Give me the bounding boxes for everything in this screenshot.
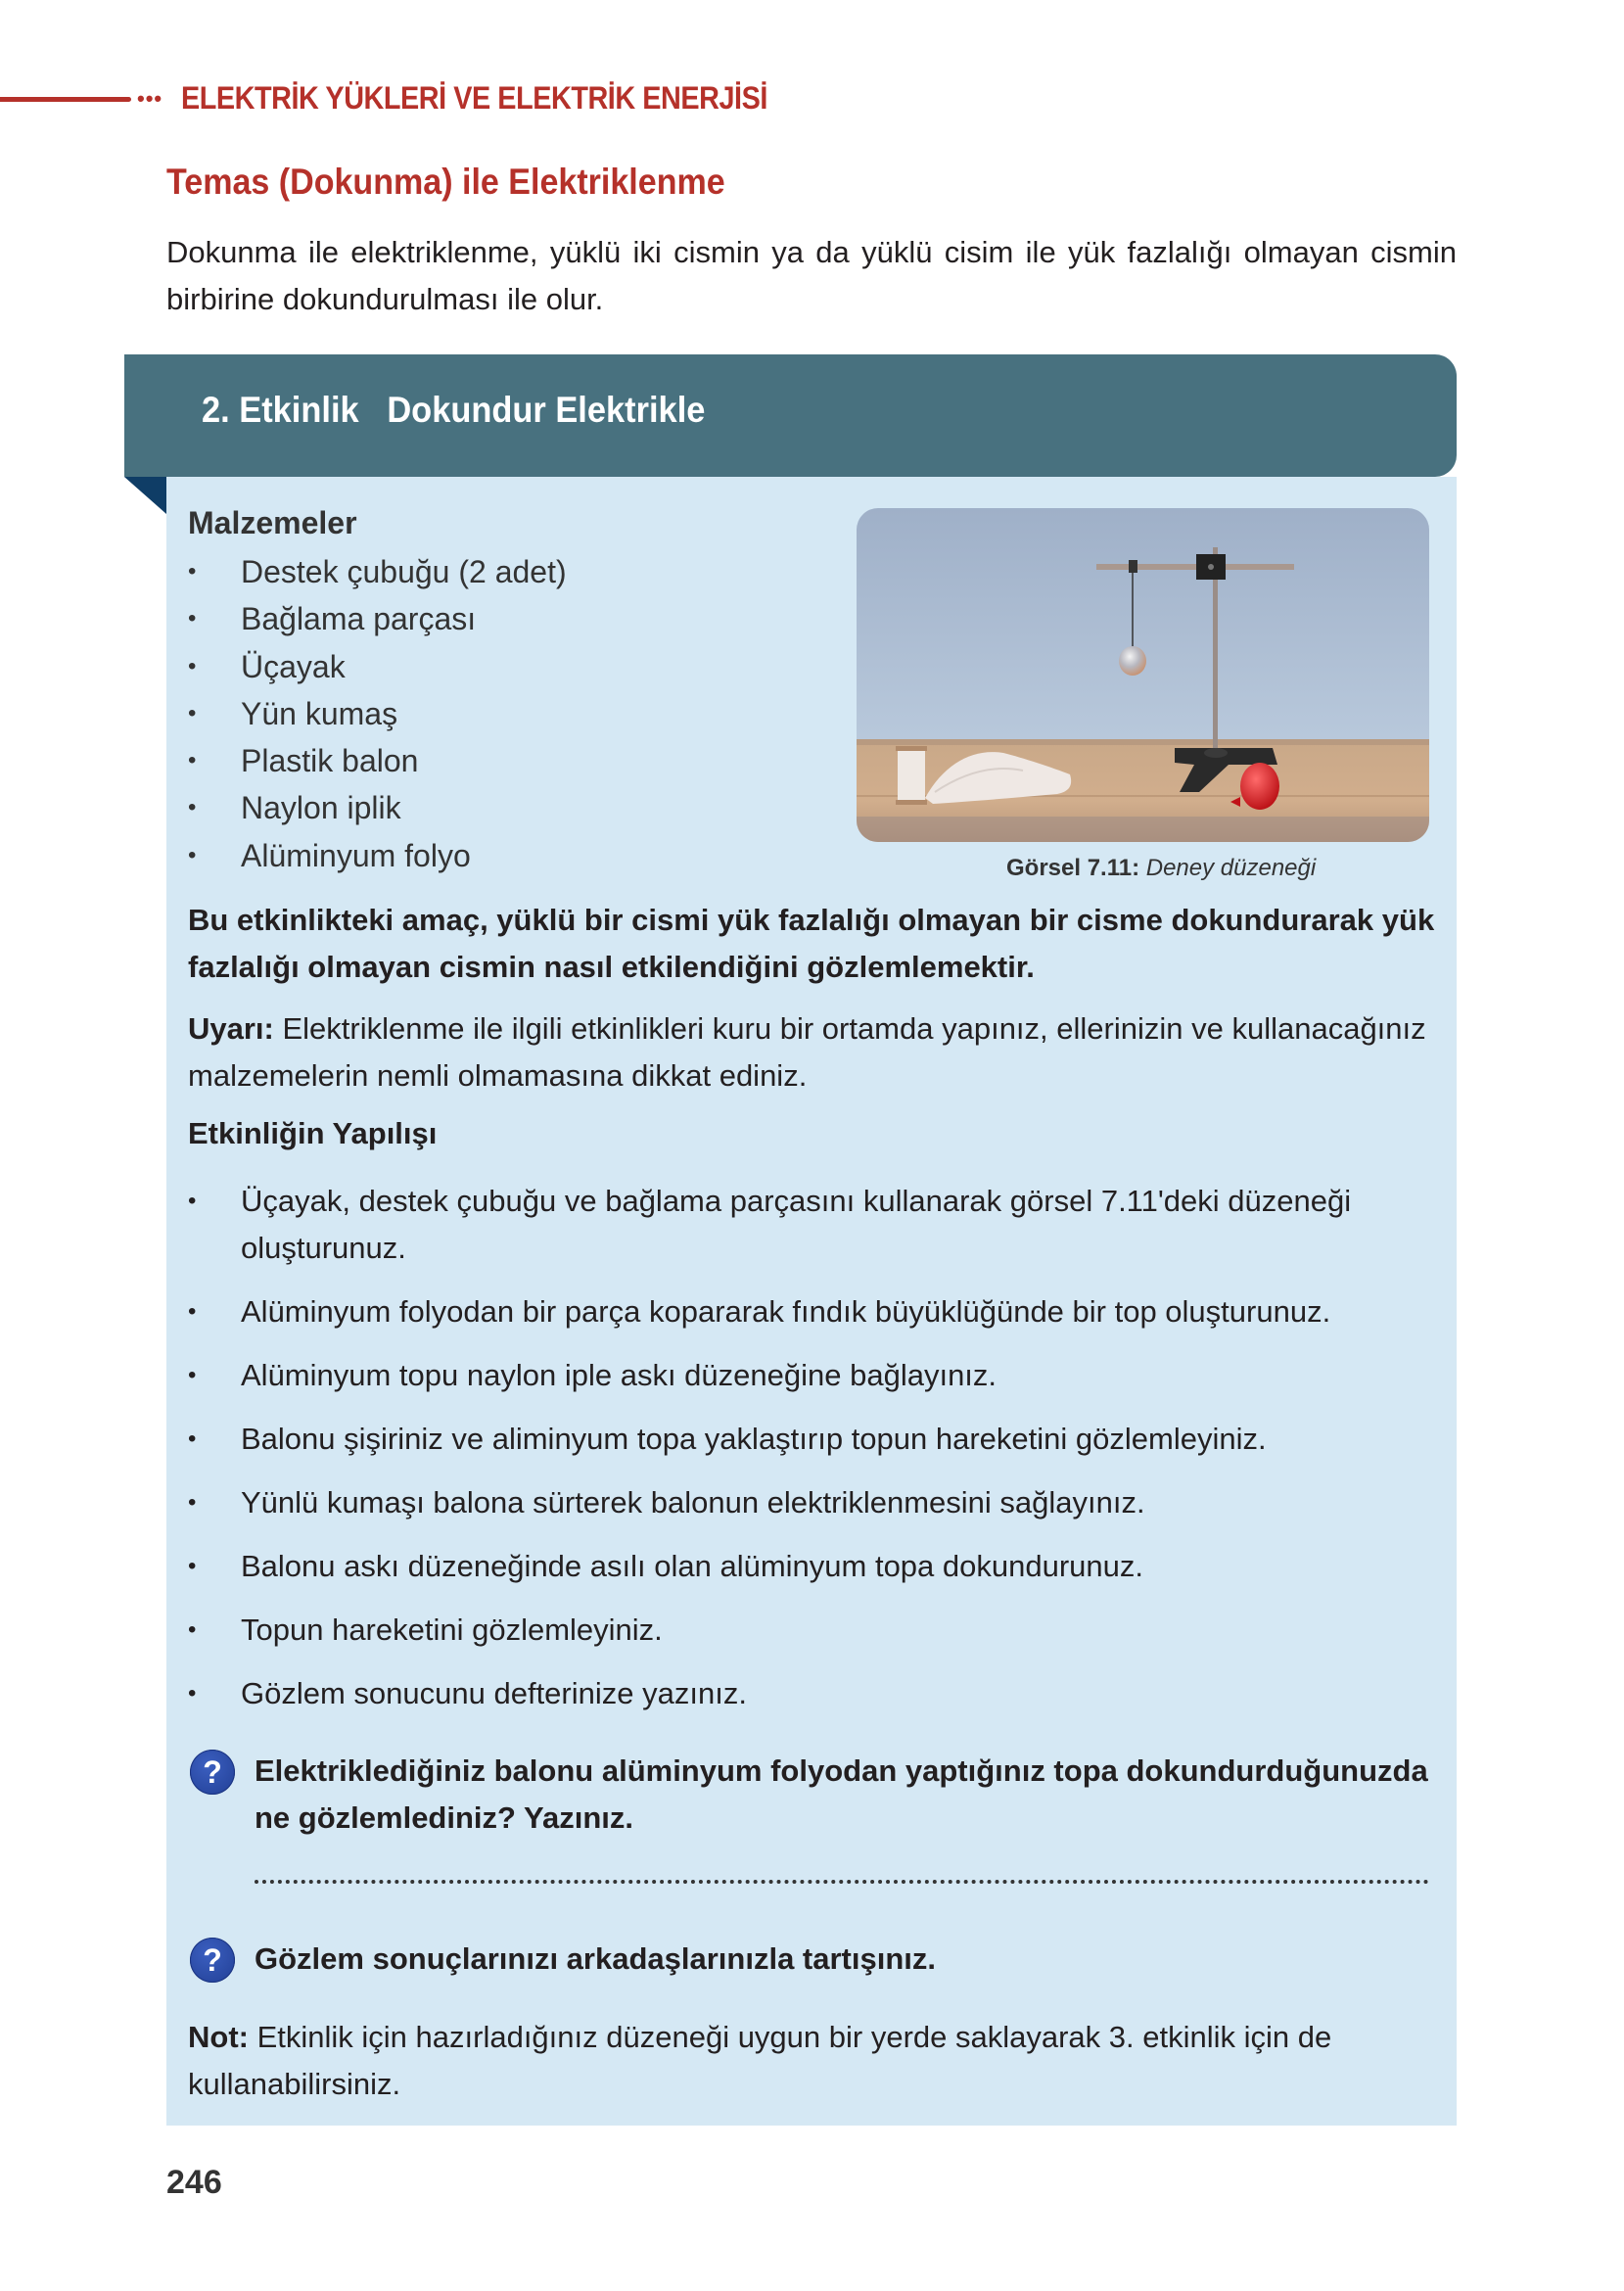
material-item: • Bağlama parçası (188, 595, 567, 642)
note-label: Not: (188, 2020, 249, 2054)
experiment-setup-image (857, 508, 1429, 842)
procedure-step: • Üçayak, destek çubuğu ve bağlama parçasını kullanarak görsel 7.11'deki düzeneği oluşturunuz. (188, 1178, 1451, 1272)
bullet-icon: • (188, 1362, 197, 1388)
material-item: • Destek çubuğu (2 adet) (188, 548, 567, 595)
header-rule (0, 97, 131, 102)
material-item: • Alüminyum folyo (188, 832, 567, 879)
bullet-icon: • (188, 652, 197, 679)
section-title: Temas (Dokunma) ile Elektriklenme (166, 162, 725, 202)
material-item: • Plastik balon (188, 737, 567, 784)
header-dots: ••• (137, 86, 163, 111)
procedure-step: • Balonu şişiriniz ve aliminyum topa yaklaştırıp topun hareketini gözlemleyiniz. (188, 1416, 1451, 1463)
figure-caption-text: Deney düzeneği (1139, 855, 1317, 881)
bullet-icon: • (188, 699, 197, 726)
procedure-step: • Alüminyum topu naylon iple askı düzeneğine bağlayınız. (188, 1352, 1451, 1399)
procedure-heading: Etkinliğin Yapılışı (188, 1116, 438, 1150)
question-1 (190, 1748, 1453, 1842)
question-text: Gözlem sonuçlarınızı arkadaşlarınızla tartışınız. (255, 1941, 937, 1976)
procedure-step: • Alüminyum folyodan bir parça kopararak fındık büyüklüğünde bir top oluşturunuz. (188, 1288, 1451, 1335)
question-mark-icon: ? (190, 1938, 235, 1983)
note-text: Etkinlik için hazırladığınız düzeneği uygun bir yerde saklayarak 3. etkinlik için de kullanabilirsiniz. (188, 2020, 1332, 2101)
activity-title: 2. Etkinlik Dokundur Elektrikle (202, 390, 706, 430)
warning-label: Uyarı: (188, 1011, 274, 1046)
figure-label: Görsel 7.11: (1006, 855, 1140, 881)
bullet-icon: • (188, 841, 197, 868)
bullet-icon: • (188, 794, 197, 821)
banner-fold-decoration (124, 477, 166, 514)
warning-paragraph (188, 1005, 1446, 1099)
materials-heading: Malzemeler (188, 505, 357, 540)
bullet-icon: • (188, 1553, 197, 1579)
answer-line[interactable] (255, 1880, 1429, 1884)
intro-paragraph: Dokunma ile elektriklenme, yüklü iki cismin ya da yüklü cisim ile yük fazlalığı olmayan cismin birbirine dokundurulması ile olur. (166, 235, 1457, 316)
material-item: • Üçayak (188, 643, 567, 690)
bullet-icon: • (188, 558, 197, 584)
bullet-icon: • (188, 747, 197, 774)
warning-text: Elektriklenme ile ilgili etkinlikleri kuru bir ortamda yapınız, ellerinizin ve kullanacağınız malzemelerin nemli olmamasına dikkat ediniz. (188, 1011, 1426, 1093)
question-mark-icon: ? (190, 1750, 235, 1795)
figure-caption (1006, 855, 1316, 882)
bullet-icon: • (188, 1188, 197, 1214)
bullet-icon: • (188, 1616, 197, 1643)
bullet-icon: • (188, 1680, 197, 1707)
materials-list (188, 548, 567, 879)
note-paragraph (188, 2014, 1446, 2108)
bullet-icon: • (188, 1298, 197, 1325)
question-2 (190, 1936, 1453, 1983)
procedure-step: • Gözlem sonucunu defterinize yazınız. (188, 1670, 1451, 1717)
procedure-step: • Balonu askı düzeneğinde asılı olan alüminyum topa dokundurunuz. (188, 1543, 1451, 1590)
activity-aim: Bu etkinlikteki amaç, yüklü bir cismi yük fazlalığı olmayan bir cisme dokundurarak yük fazlalığı olmayan cismin nasıl etkilendiğini gözlemlemektir. (188, 903, 1435, 984)
question-text: Elektriklediğiniz balonu alüminyum folyodan yaptığınız topa dokundurduğunuzda ne gözlemlediniz? Yazınız. (255, 1753, 1428, 1835)
page-number: 246 (166, 2164, 222, 2201)
material-item: • Naylon iplik (188, 784, 567, 831)
procedure-step: • Topun hareketini gözlemleyiniz. (188, 1607, 1451, 1654)
material-item: • Yün kumaş (188, 690, 567, 737)
bullet-icon: • (188, 1426, 197, 1452)
bullet-icon: • (188, 605, 197, 632)
procedure-step: • Yünlü kumaşı balona sürterek balonun elektriklenmesini sağlayınız. (188, 1479, 1451, 1526)
bullet-icon: • (188, 1489, 197, 1516)
unit-title: ELEKTRİK YÜKLERİ VE ELEKTRİK ENERJİSİ (181, 80, 767, 116)
procedure-steps (188, 1178, 1451, 1734)
